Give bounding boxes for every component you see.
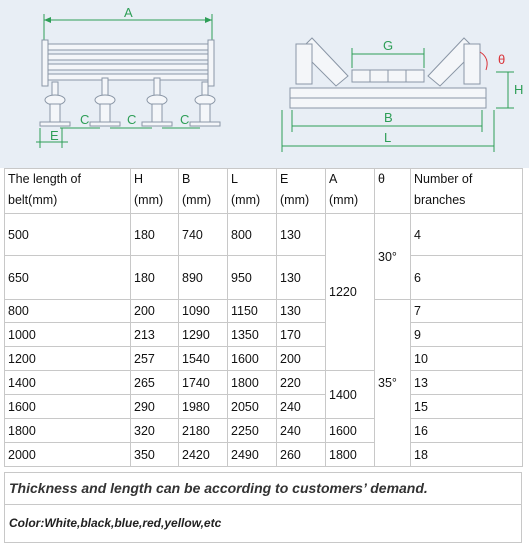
table-header-row [5,169,523,214]
header-cell: B (mm) [179,169,228,214]
header-cell: A (mm) [326,169,375,214]
dim-label-l: L [384,130,392,145]
table-row: 500 180 740 800 130 1220 30° 4 [5,214,523,256]
table-row: 2000 350 2420 2490 260 1800 18 [5,443,523,467]
header-cell: θ [375,169,411,214]
dim-label-c3: C [180,112,190,127]
front-view-drawing [282,38,514,152]
a-value-cell: 1400 [326,371,375,419]
dim-label-e: E [50,128,59,143]
customization-note: Thickness and length can be according to customers’ demand. [4,472,522,505]
dim-label-g: G [383,38,394,53]
technical-drawing [0,0,529,168]
a-value-cell: 1800 [326,443,375,467]
table-row: 650 180 890 950 130 6 [5,256,523,300]
theta-value-cell: 35° [375,300,411,467]
spec-table [4,168,523,467]
a-value-cell: 1600 [326,419,375,443]
dim-label-c1: C [80,112,90,127]
header-cell: L (mm) [228,169,277,214]
header-cell: The length of belt(mm) [5,169,131,214]
dim-label-theta: θ [498,52,506,67]
dim-label-c2: C [127,112,137,127]
table-row: 800 200 1090 1150 130 35° 7 [5,300,523,323]
header-cell: E (mm) [277,169,326,214]
theta-value-cell: 30° [375,214,411,300]
side-view-drawing [36,14,220,148]
table-row: 1000 213 1290 1350 170 9 [5,323,523,347]
table-row: 1800 320 2180 2250 240 1600 16 [5,419,523,443]
dim-label-h: H [514,82,524,97]
a-value-cell: 1220 [326,214,375,371]
dim-label-a: A [124,5,133,20]
table-row: 1200 257 1540 1600 200 10 [5,347,523,371]
table-row: 1600 290 1980 2050 240 15 [5,395,523,419]
color-options: Color:White,black,blue,red,yellow,etc [4,505,522,543]
header-cell: Number of branches [411,169,523,214]
table-row: 1400 265 1740 1800 220 1400 13 [5,371,523,395]
header-cell: H (mm) [131,169,179,214]
dim-label-b: B [384,110,393,125]
